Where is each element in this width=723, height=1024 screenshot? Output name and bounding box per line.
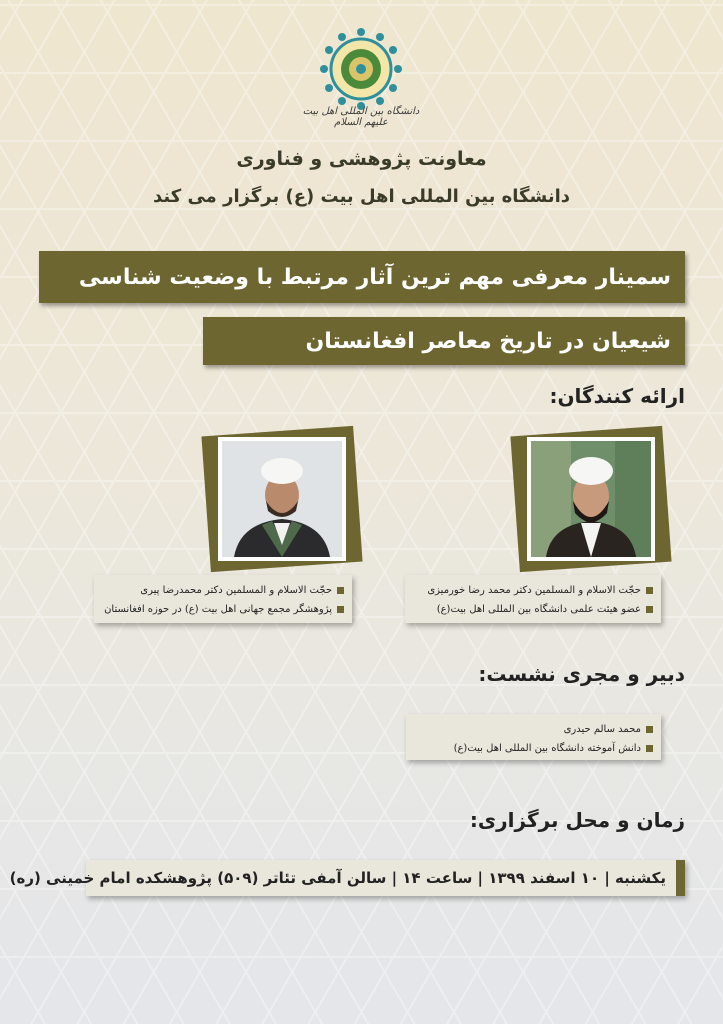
presenter-2-role: پژوهشگر مجمع جهانی اهل بیت (ع) در حوزه افغانستان: [104, 604, 332, 615]
presenter-1-photo: [527, 437, 655, 561]
presenter-1-info: [405, 575, 661, 623]
university-logo: [318, 26, 404, 112]
info-row: [414, 720, 653, 739]
square-bullet-icon: [646, 745, 653, 752]
square-bullet-icon: [646, 587, 653, 594]
info-row: [102, 600, 344, 619]
presenter-2-info: [94, 575, 352, 623]
organizer-line-1: معاونت پژوهشی و فناوری: [236, 148, 487, 170]
seminar-title-line-2-text: شیعیان در تاریخ معاصر افغانستان: [305, 328, 671, 354]
square-bullet-icon: [337, 587, 344, 594]
presenter-2-image: [218, 437, 346, 561]
seminar-title-line-1-text: سمینار معرفی مهم ترین آثار مرتبط با وضعیت شناسی: [78, 264, 671, 290]
schedule-bar: [9, 860, 685, 896]
schedule-heading: زمان و محل برگزاری:: [469, 808, 685, 832]
info-row: [414, 739, 653, 758]
square-bullet-icon: [646, 726, 653, 733]
info-row: [102, 581, 344, 600]
moderator-name: محمد سالم حیدری: [563, 724, 641, 735]
logo-caption: دانشگاه بین المللی اهل بیت علیهم السلام: [302, 106, 420, 128]
presenter-1-role: عضو هیئت علمی دانشگاه بین المللی اهل بیت(ع): [436, 604, 641, 615]
schedule-details: یکشنبه | ۱۰ اسفند ۱۳۹۹ | ساعت ۱۴ | سالن آمفی تئاتر (۵۰۹) پژوهشکده امام خمینی (ره): [9, 869, 666, 887]
presenters-heading: ارائه کنندگان:: [549, 384, 685, 408]
seminar-title-line-2: [203, 317, 685, 365]
organizer-line-2: دانشگاه بین المللی اهل بیت (ع) برگزار می کند: [152, 186, 571, 207]
presenter-1-image: [527, 437, 655, 561]
info-row: [413, 600, 653, 619]
presenter-1-name: حجّت الاسلام و المسلمین دکتر محمد رضا خورمیزی: [427, 585, 641, 596]
seminar-title-line-1: [39, 251, 685, 303]
moderator-heading: دبیر و مجری نشست:: [478, 662, 685, 686]
square-bullet-icon: [646, 606, 653, 613]
presenter-2-name: حجّت الاسلام و المسلمین دکتر محمدرضا پیری: [140, 585, 332, 596]
moderator-role: دانش آموخته دانشگاه بین المللی اهل بیت(ع): [453, 743, 641, 754]
square-bullet-icon: [337, 606, 344, 613]
info-row: [413, 581, 653, 600]
moderator-info: [406, 714, 661, 760]
presenter-2-photo: [218, 437, 346, 561]
